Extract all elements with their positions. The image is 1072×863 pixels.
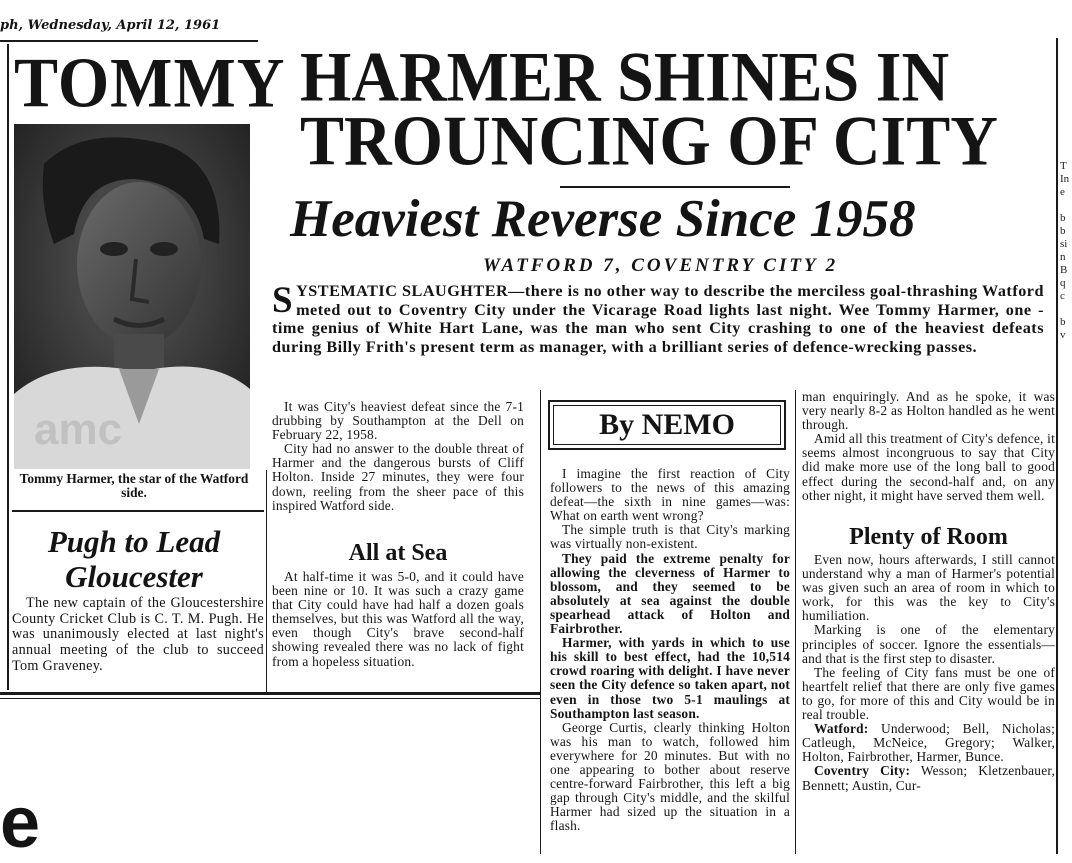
col2-bold-paragraph: They paid the extreme penalty for allowing the cleverness of Harmer to blossom, and they seemed to be absolutely at sea against the double spearhead attack of Holton and Fairbrother. — [550, 550, 790, 637]
article-column-1-cont — [272, 570, 524, 669]
col3-paragraph: Amid all this treatment of City's defence, it seems almost incongruous to say that City did make more use of the long ball to good effect during the second-half and, on any other night, it might have served them well. — [802, 431, 1055, 503]
col2-paragraph: I imagine the first reaction of City followers to the news of this amazing defeat—the sixth in nine games—was: What on earth went wrong? — [550, 466, 790, 524]
byline-box — [548, 400, 786, 450]
team-players: Wesson; Kletzenbauer, Bennett; Austin, Cur- — [802, 763, 1056, 793]
col2-paragraph: The simple truth is that City's marking was virtually non-existent. — [550, 522, 790, 552]
pugh-headline-line-2: Gloucester — [65, 559, 203, 594]
dateline-rule — [0, 40, 258, 42]
intro-paragraph — [272, 282, 1044, 356]
headline-line-2: TROUNCING OF CITY — [300, 101, 998, 181]
col3-paragraph: Even now, hours afterwards, I still cannot understand why a man of Harmer's potential was given such an area of room in which to work, for this was the key to City's humiliation. — [802, 552, 1055, 624]
player-portrait-image — [14, 124, 250, 469]
right-edge-fragment: T In e b b si n B q c b v — [1060, 160, 1070, 341]
intro-text: YSTEMATIC SLAUGHTER—there is no other way to describe the merciless goal-thrashing Watford meted out to Coventry City under the Vicarage Road lights last night. Wee Tommy Harmer, one - time genius of White Hart Lane, was the man who sent City crashing to one of the heaviest defeats during Billy Frith's present term as manager, with a brilliant series of defence-wrecking passes. — [272, 282, 1044, 356]
col3-paragraph: Marking is one of the elementary principles of soccer. Ignore the essentials—and that is the first step to disaster. — [802, 622, 1055, 666]
photo-caption: Tommy Harmer, the star of the Watford side. — [19, 471, 249, 500]
team-name: Watford: — [814, 721, 869, 737]
col1-paragraph: City had no answer to the double threat of Harmer and the dangerous bursts of Cliff Holton. Inside 27 minutes, they were four down, reeling from the sheer pace of this inspired Watford side. — [272, 441, 524, 513]
right-border-rule — [1056, 38, 1058, 854]
col2-bold-paragraph: Harmer, with yards in which to use his skill to best effect, had the 10,514 crowd roaring with delight. I have never seen the City defence so taken apart, not even in those two 5-1 maulings at Southampton last season. — [550, 635, 790, 721]
col1-paragraph: It was City's heaviest defeat since the 7-1 drubbing by Southampton at the Dell on February 22, 1958. — [272, 399, 524, 443]
team-lineup — [802, 722, 1055, 764]
col1-paragraph: At half-time it was 5-0, and it could have been nine or 10. It was such a crazy game that City could have had half a dozen goals themselves, but this was Watford all the way, even though City's brave second-half showing revealed there was no lack of fight from a hopeless situation. — [272, 569, 524, 669]
headline-line-1: HARMER SHINES IN — [300, 37, 950, 117]
caption-rule — [12, 510, 264, 512]
player-photo — [14, 124, 250, 469]
intro-dropcap: S — [272, 280, 294, 321]
byline: By NEMO — [599, 408, 735, 441]
bottom-rule-thin — [0, 698, 540, 699]
subheadline: Heaviest Reverse Since 1958 — [290, 190, 916, 248]
pugh-headline-line-1: Pugh to Lead — [47, 524, 221, 559]
pugh-headline — [14, 524, 254, 594]
svg-text:amc: amc — [34, 405, 123, 454]
col3-paragraph: man enquiringly. And as he spoke, it was very nearly 8-2 as Holton handled as he went through. — [802, 389, 1055, 433]
adjacent-article-fragment: e — [0, 783, 41, 863]
col2-paragraph: George Curtis, clearly thinking Holton was his man to watch, followed him everywhere for 20 minutes. But with no one appearing to bother about reserve centre-forward Fairbrother, this left a big gap through City's middle, and the skilful Harmer had sized up the situation in a flash. — [550, 719, 790, 834]
col1-subhead: All at Sea — [348, 540, 448, 566]
headline-left: TOMMY — [14, 43, 286, 123]
team-players: Underwood; Bell, Nicholas; Catleugh, McNeice, Gregory; Walker, Holton, Fairbrother, Harmer, Bunce. — [802, 721, 1055, 765]
article-column-3-cont — [802, 553, 1055, 793]
dateline: ph, Wednesday, April 12, 1961 — [0, 18, 221, 33]
score-line: WATFORD 7, COVENTRY CITY 2 — [483, 255, 839, 276]
article-column-1 — [272, 400, 524, 513]
article-column-3 — [802, 390, 1055, 503]
pugh-article: The new captain of the Gloucestershire County Cricket Club is C. T. M. Pugh. He was unanimously elected at last night's annual meeting of the club to succeed Tom Graveney. — [12, 595, 264, 674]
bottom-rule — [0, 692, 540, 695]
left-border-rule — [7, 44, 9, 690]
col3-paragraph: The feeling of City fans must be one of heartfelt relief that there are only five games to go, for more of this and City would be in real trouble. — [802, 664, 1055, 723]
col3-subhead: Plenty of Room — [849, 524, 1008, 550]
column-rule-3 — [795, 390, 796, 854]
column-rule-1 — [266, 470, 267, 692]
article-column-2 — [550, 467, 790, 833]
headline-rule — [560, 186, 790, 188]
column-rule-2 — [540, 390, 541, 854]
team-lineup — [802, 764, 1055, 792]
team-name: Coventry City: — [814, 763, 911, 779]
